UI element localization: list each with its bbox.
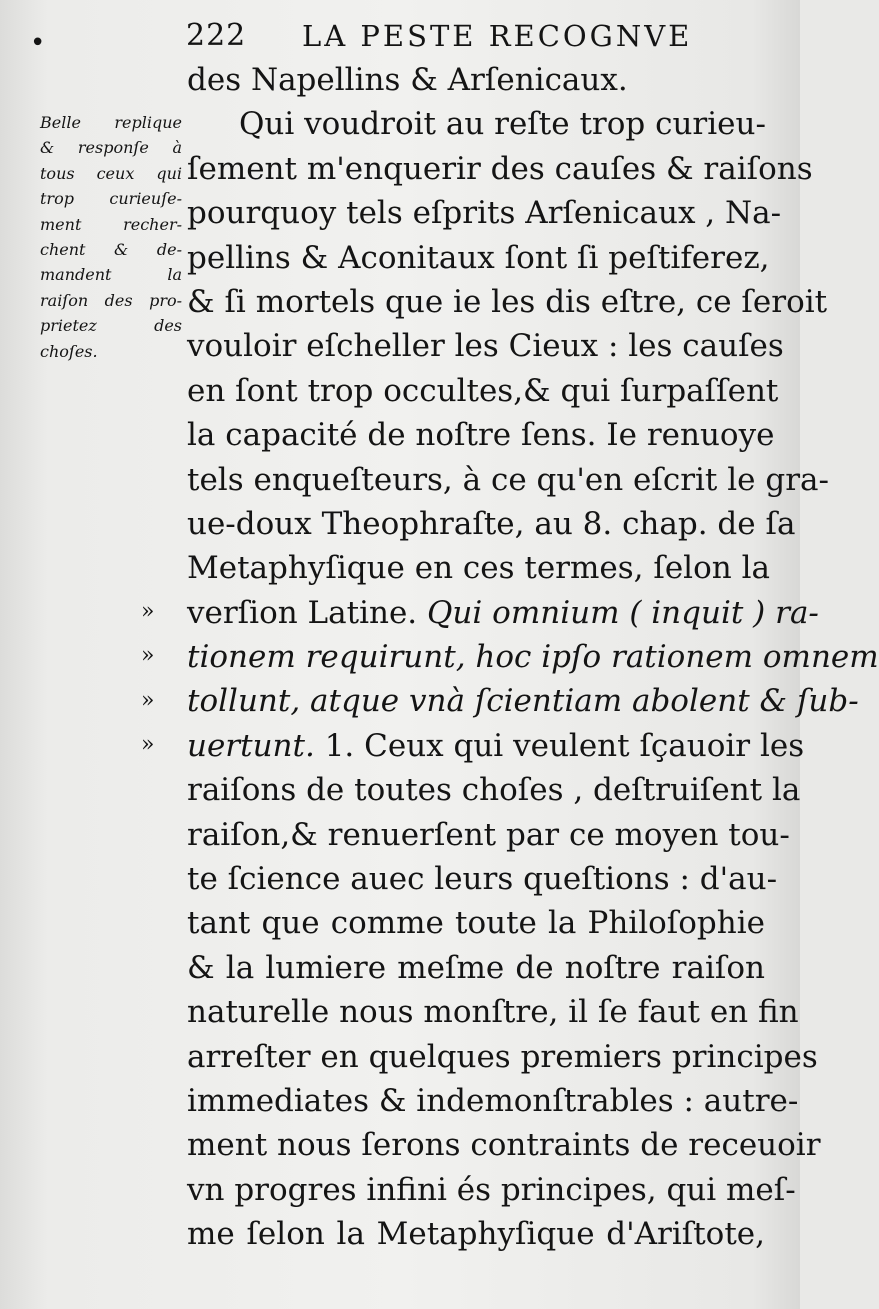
body-line [187, 280, 828, 324]
text-segment: & ſi mortels que ie les dis eſtre, ce ſeroit [187, 283, 828, 320]
text-segment: & la lumiere meſme de noſtre raiſon [187, 949, 765, 986]
body-line [187, 1079, 799, 1123]
text-segment: arreſter en quelques premiers principes [187, 1038, 818, 1075]
latin-quotation-segment: Qui omnium ( inquit ) ra- [427, 594, 819, 631]
text-segment: vouloir eſcheller les Cieux : les cauſes [187, 328, 784, 365]
body-line [187, 1168, 796, 1212]
quotation-mark: » [141, 732, 155, 758]
body-line [187, 857, 778, 901]
page-header [186, 16, 746, 56]
margin-note-line: mandent la [40, 265, 182, 285]
body-line [187, 324, 784, 368]
body-line [187, 546, 770, 590]
body-line [187, 458, 829, 502]
body-line [187, 413, 775, 457]
body-line [187, 236, 770, 280]
margin-note-line: ment recher- [40, 214, 182, 234]
page-number: 222 [186, 18, 247, 53]
text-segment: te ſcience auec leurs queſtions : d'au- [187, 861, 778, 898]
body-line [187, 946, 765, 990]
text-segment: ſement m'enquerir des cauſes & raiſons [187, 150, 813, 187]
margin-note-line: trop curieuſe- [40, 189, 182, 209]
text-segment: naturelle nous monſtre, il ſe faut en fin [187, 994, 799, 1031]
body-line [187, 1035, 818, 1079]
body-line [187, 679, 859, 723]
body-line [187, 58, 765, 102]
margin-note-line: raiſon des pro- [40, 290, 182, 310]
body-line [187, 1212, 765, 1256]
text-segment: me ſelon la Metaphyſique d'Ariſtote, [187, 1216, 765, 1253]
body-line [187, 768, 801, 812]
text-segment: 1. Ceux qui veulent ſçauoir les [324, 727, 805, 764]
body-line [187, 990, 799, 1034]
text-segment: pourquoy tels eſprits Arſenicaux , Na- [187, 195, 782, 232]
text-segment: raiſons de toutes choſes , deſtruiſent la [187, 772, 801, 809]
page-dot-mark: • [30, 28, 46, 58]
text-segment: ue-doux Theophraſte, au 8. chap. de ſa [187, 505, 796, 542]
body-text [187, 58, 879, 1257]
latin-quotation-segment: uertunt. [187, 727, 315, 764]
body-line [187, 901, 765, 945]
quotation-mark: » [141, 643, 155, 669]
text-segment: des Napellins & Arſenicaux. [187, 62, 628, 98]
latin-quotation-segment: tollunt, atque vnà ſcientiam abolent & ſub- [187, 683, 859, 720]
margin-note-line: choſes. [40, 341, 98, 361]
body-line [187, 147, 813, 191]
quotation-marks-column [141, 590, 171, 768]
text-segment: vn progres infini és principes, qui meſ- [187, 1171, 796, 1208]
text-segment: pellins & Aconitaux ſont ſi peſtiferez, [187, 239, 770, 276]
text-segment: tels enqueſteurs, à ce qu'en eſcrit le gra- [187, 461, 829, 498]
text-segment: immediates & indemonſtrables : autre- [187, 1082, 799, 1119]
margin-note-line: tous ceux qui [40, 163, 182, 183]
text-segment: ment nous ſerons contraints de receuoir [187, 1127, 821, 1164]
text-segment: verſion Latine. [187, 594, 418, 631]
margin-note-line: Belle replique [40, 113, 182, 132]
body-line [187, 591, 819, 635]
body-line [187, 813, 790, 857]
text-segment: en ſont trop occultes,& qui ſurpaſſent [187, 372, 779, 409]
body-line [187, 724, 805, 768]
text-segment: raiſon,& renuerſent par ce moyen tou- [187, 816, 790, 853]
margin-note-line: chent & de- [40, 239, 182, 259]
body-line [187, 191, 782, 235]
body-line [187, 102, 765, 146]
body-line [187, 1123, 821, 1167]
latin-quotation-segment: tionem requirunt, hoc ipſo rationem omnem [187, 639, 879, 676]
margin-note-line: & responſe à [40, 138, 182, 158]
body-line [187, 635, 879, 679]
margin-note-line: prietez des [40, 316, 182, 336]
quotation-mark: » [141, 687, 155, 713]
body-line [187, 502, 796, 546]
running-head: LA PESTE RECOGNVE [302, 19, 693, 53]
quotation-mark: » [141, 599, 155, 624]
margin-note [40, 110, 182, 364]
text-segment: Qui voudroit au reſte trop curieu- [239, 106, 766, 143]
body-line [187, 369, 779, 413]
text-segment: tant que comme toute la Philoſophie [187, 905, 765, 942]
text-segment: Metaphyſique en ces termes, ſelon la [187, 550, 770, 587]
text-segment: la capacité de noſtre ſens. Ie renuoye [187, 417, 775, 454]
